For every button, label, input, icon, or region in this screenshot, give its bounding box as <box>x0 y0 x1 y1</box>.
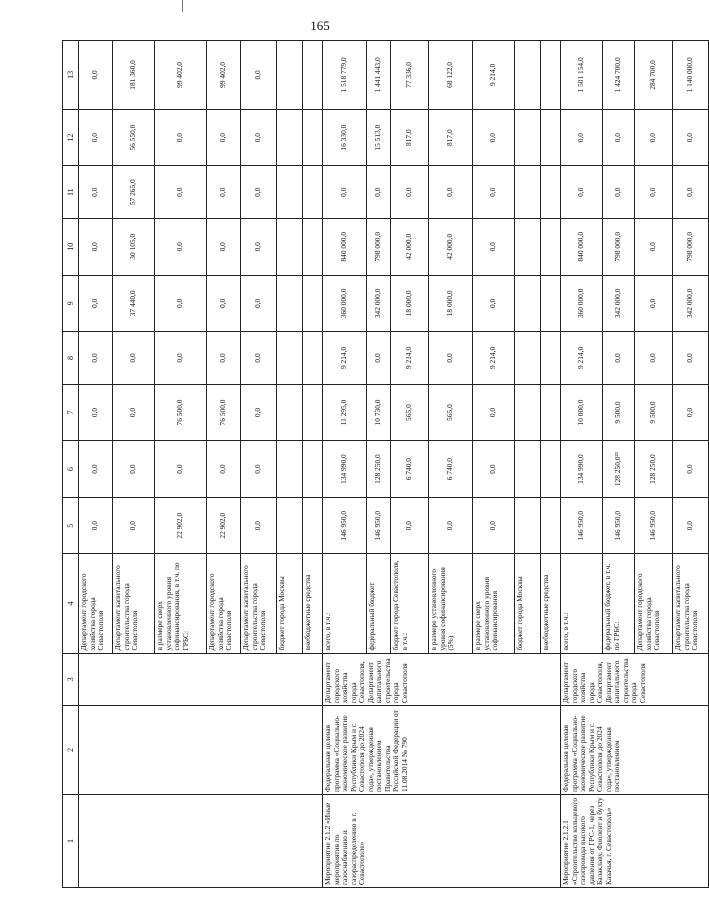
cell-value-col11: 0,0 <box>635 166 673 219</box>
cell-value-col6: 6 740,0 <box>391 441 429 498</box>
cell-c2: Федеральная целевая программа «Социально-экономическое развитие Республики Крым и г. Севастополя до 2024 года», утвержденная постановлением Правительства Российской Федерации от 11.08.2014 № 790 <box>323 706 561 795</box>
cell-value-col6: 128 250,0 <box>367 441 391 498</box>
cell-value-col7: 0,0 <box>473 384 515 441</box>
cell-value-col8 <box>303 332 323 385</box>
cell-funding-source: в размере сверх установленного уровня софинансирования, в т.ч. по ГРБС: <box>155 554 207 653</box>
cell-value-col12: 0,0 <box>473 109 515 166</box>
cell-value-col12: 0,0 <box>561 109 603 166</box>
cell-value-col12 <box>541 109 561 166</box>
cell-value-col13 <box>277 41 303 110</box>
table-row <box>79 41 113 888</box>
cell-value-col7: 76 500,0 <box>155 384 207 441</box>
cell-value-col12: 16 330,0 <box>323 109 367 166</box>
cell-value-col5: 146 950,0 <box>561 497 603 554</box>
table-row <box>323 41 367 888</box>
cell-value-col7: 10 730,0 <box>367 384 391 441</box>
cell-funding-source: внебюджетные средства <box>541 554 561 653</box>
cell-value-col11: 57 265,0 <box>113 166 155 219</box>
cell-value-col6: 134 990,0 <box>561 441 603 498</box>
cell-value-col5: 146 950,0 <box>603 497 635 554</box>
cell-value-col11 <box>541 166 561 219</box>
cell-value-col6 <box>277 441 303 498</box>
cell-value-col12: 817,0 <box>391 109 429 166</box>
cell-value-col5: 146 950,0 <box>323 497 367 554</box>
cell-funding-source: всего, в т.ч.: <box>561 554 603 653</box>
column-header-13: 13 <box>63 41 79 110</box>
cell-value-col13 <box>541 41 561 110</box>
cell-value-col13: 77 336,0 <box>391 41 429 110</box>
column-header-11: 11 <box>63 166 79 219</box>
column-header-9: 9 <box>63 275 79 332</box>
cell-value-col8: 9 214,0 <box>561 332 603 385</box>
cell-value-col5: 22 902,0 <box>207 497 241 554</box>
cell-c2 <box>79 706 323 795</box>
cell-value-col5: 0,0 <box>391 497 429 554</box>
cell-value-col10: 840 000,0 <box>323 218 367 275</box>
cell-value-col8: 0,0 <box>603 332 635 385</box>
column-header-12: 12 <box>63 109 79 166</box>
cell-value-col9 <box>515 275 541 332</box>
cell-value-col10 <box>277 218 303 275</box>
cell-value-col9: 342 000,0 <box>367 275 391 332</box>
cell-value-col12: 15 513,0 <box>367 109 391 166</box>
cell-value-col11: 0,0 <box>367 166 391 219</box>
cell-value-col6: 128 250,0²² <box>603 441 635 498</box>
cell-value-col12: 0,0 <box>635 109 673 166</box>
cell-value-col9: 0,0 <box>473 275 515 332</box>
cell-value-col5 <box>541 497 561 554</box>
cell-value-col10: 0,0 <box>473 218 515 275</box>
cell-value-col10: 0,0 <box>207 218 241 275</box>
cell-value-col12: 0,0 <box>673 109 709 166</box>
cell-value-col7: 9 500,0 <box>603 384 635 441</box>
cell-value-col12: 817,0 <box>429 109 473 166</box>
cell-value-col12 <box>515 109 541 166</box>
cell-value-col6: 134 990,0 <box>323 441 367 498</box>
cell-value-col5: 0,0 <box>429 497 473 554</box>
column-header-5: 5 <box>63 497 79 554</box>
cell-value-col9 <box>541 275 561 332</box>
cell-c1 <box>79 795 323 888</box>
cell-funding-source: Департамент городского хозяйства города Севастополя <box>635 554 673 653</box>
cell-value-col6 <box>541 441 561 498</box>
cell-value-col9: 0,0 <box>207 275 241 332</box>
cell-value-col13: 284 700,0 <box>635 41 673 110</box>
cell-value-col13: 1 441 443,0 <box>367 41 391 110</box>
rotated-table-container <box>62 40 700 888</box>
cell-value-col5: 22 902,0 <box>155 497 207 554</box>
cell-value-col10 <box>541 218 561 275</box>
cell-value-col9: 360 000,0 <box>323 275 367 332</box>
cell-value-col7: 0,0 <box>113 384 155 441</box>
cell-value-col6: 0,0 <box>241 441 277 498</box>
cell-value-col13: 68 122,0 <box>429 41 473 110</box>
cell-value-col5 <box>277 497 303 554</box>
cell-value-col11: 0,0 <box>207 166 241 219</box>
column-header-8: 8 <box>63 332 79 385</box>
cell-funding-source: Департамент капитального строительства города Севастополя <box>673 554 709 653</box>
cell-value-col6: 0,0 <box>155 441 207 498</box>
column-header-4: 4 <box>63 554 79 653</box>
cell-value-col5 <box>303 497 323 554</box>
cell-value-col10: 798 000,0 <box>367 218 391 275</box>
cell-funding-source: Департамент капитального строительства города Севастополя <box>241 554 277 653</box>
cell-funding-source: Департамент городского хозяйства города Севастополя <box>207 554 241 653</box>
cell-value-col8: 9 214,0 <box>391 332 429 385</box>
cell-funding-source: федеральный бюджет, в т.ч. по ГРБС: <box>603 554 635 653</box>
cell-funding-source: федеральный бюджет <box>367 554 391 653</box>
cell-funding-source: внебюджетные средства <box>303 554 323 653</box>
cell-value-col9: 342 000,0 <box>603 275 635 332</box>
column-header-1: 1 <box>63 795 79 888</box>
cell-value-col13: 99 402,0 <box>155 41 207 110</box>
cell-value-col7: 565,0 <box>429 384 473 441</box>
cell-value-col11: 0,0 <box>473 166 515 219</box>
page-number: 165 <box>310 18 330 33</box>
cell-value-col5: 146 950,0 <box>367 497 391 554</box>
cell-value-col11 <box>515 166 541 219</box>
cell-value-col11: 0,0 <box>391 166 429 219</box>
cell-value-col11: 0,0 <box>603 166 635 219</box>
cell-value-col10: 42 000,0 <box>391 218 429 275</box>
cell-funding-source: бюджет города Москвы <box>515 554 541 653</box>
cell-value-col8: 9 214,0 <box>323 332 367 385</box>
cell-value-col11: 0,0 <box>241 166 277 219</box>
cell-value-col12: 56 550,0 <box>113 109 155 166</box>
cell-value-col11: 0,0 <box>323 166 367 219</box>
cell-value-col12 <box>277 109 303 166</box>
cell-value-col9: 37 440,0 <box>113 275 155 332</box>
cell-funding-source: бюджет города Севастополя, в т.ч.: <box>391 554 429 653</box>
cell-value-col12: 0,0 <box>79 109 113 166</box>
cell-value-col13: 1 424 700,0 <box>603 41 635 110</box>
cell-value-col13: 181 360,0 <box>113 41 155 110</box>
cell-value-col6: 0,0 <box>207 441 241 498</box>
cell-value-col10: 798 000,0 <box>603 218 635 275</box>
cell-value-col8 <box>515 332 541 385</box>
cell-value-col9: 18 000,0 <box>429 275 473 332</box>
cell-value-col6: 6 740,0 <box>429 441 473 498</box>
cell-funding-source: Департамент капитального строительства города Севастополя <box>113 554 155 653</box>
cell-value-col12: 0,0 <box>207 109 241 166</box>
cell-c1: Мероприятие 2.1.2.1 «Строительство кольцевого газопровода высокого давления от ГРС-1, через Балаклаву, Фиолент и бухту Казачья, г. Севастополь» <box>561 795 709 888</box>
cell-value-col12: 0,0 <box>155 109 207 166</box>
cell-value-col8: 9 214,0 <box>473 332 515 385</box>
cell-value-col13: 1 501 154,0 <box>561 41 603 110</box>
cell-value-col8: 0,0 <box>155 332 207 385</box>
cell-value-col11: 0,0 <box>561 166 603 219</box>
cell-value-col6 <box>303 441 323 498</box>
cell-value-col5: 0,0 <box>473 497 515 554</box>
cell-value-col7: 76 500,0 <box>207 384 241 441</box>
column-header-7: 7 <box>63 384 79 441</box>
cell-value-col13 <box>515 41 541 110</box>
column-header-2: 2 <box>63 706 79 795</box>
cell-value-col13: 0,0 <box>241 41 277 110</box>
cell-value-col9: 18 000,0 <box>391 275 429 332</box>
cell-value-col9 <box>277 275 303 332</box>
column-header-3: 3 <box>63 653 79 706</box>
cell-value-col9: 0,0 <box>79 275 113 332</box>
cell-value-col13: 0,0 <box>79 41 113 110</box>
cell-value-col5: 0,0 <box>673 497 709 554</box>
cell-value-col7: 10 000,0 <box>561 384 603 441</box>
cell-value-col12 <box>303 109 323 166</box>
cell-value-col7: 11 295,0 <box>323 384 367 441</box>
cell-value-col9: 0,0 <box>635 275 673 332</box>
table-body <box>79 41 709 888</box>
cell-value-col7 <box>541 384 561 441</box>
cell-value-col11: 0,0 <box>673 166 709 219</box>
column-header-6: 6 <box>63 441 79 498</box>
cell-value-col12: 0,0 <box>241 109 277 166</box>
cell-value-col6: 0,0 <box>113 441 155 498</box>
cell-value-col8 <box>277 332 303 385</box>
cell-value-col7 <box>303 384 323 441</box>
cell-value-col10: 42 000,0 <box>429 218 473 275</box>
cell-c2: Федеральная целевая программа «Социально-экономическое развитие Республики Крым и г. Севастополя до 2024 года», утвержденная постановлением <box>561 706 709 795</box>
cell-value-col7 <box>277 384 303 441</box>
cell-value-col5 <box>515 497 541 554</box>
cell-value-col10: 840 000,0 <box>561 218 603 275</box>
cell-value-col13: 1 518 779,0 <box>323 41 367 110</box>
cell-value-col10: 30 105,0 <box>113 218 155 275</box>
cell-value-col8: 0,0 <box>429 332 473 385</box>
cell-value-col10: 0,0 <box>155 218 207 275</box>
scan-mark <box>182 0 183 12</box>
cell-value-col8: 0,0 <box>367 332 391 385</box>
column-header-10: 10 <box>63 218 79 275</box>
cell-c1: Мероприятие 2.1.2 «Иные мероприятия по газоснабжению и газораспределению в г. Севастополе» <box>323 795 561 888</box>
cell-value-col11: 0,0 <box>155 166 207 219</box>
cell-value-col6 <box>515 441 541 498</box>
cell-value-col13 <box>303 41 323 110</box>
cell-value-col9: 360 000,0 <box>561 275 603 332</box>
cell-value-col9 <box>303 275 323 332</box>
cell-value-col7 <box>515 384 541 441</box>
cell-value-col7: 0,0 <box>79 384 113 441</box>
cell-value-col11 <box>277 166 303 219</box>
cell-value-col13: 1 140 000,0 <box>673 41 709 110</box>
cell-value-col8: 0,0 <box>241 332 277 385</box>
cell-funding-source: в размере сверх установленного уровня софинансирования <box>473 554 515 653</box>
cell-value-col8: 0,0 <box>207 332 241 385</box>
cell-value-col9: 0,0 <box>155 275 207 332</box>
cell-value-col6: 0,0 <box>673 441 709 498</box>
cell-funding-source: в размере установленного уровня софинансирования (5%) <box>429 554 473 653</box>
cell-value-col8: 0,0 <box>113 332 155 385</box>
cell-value-col5: 0,0 <box>241 497 277 554</box>
cell-c3: Департамент городского хозяйства города Севастополя, Департамент капитального строительства города Севастополя <box>561 653 709 706</box>
cell-value-col8 <box>541 332 561 385</box>
cell-value-col8: 0,0 <box>79 332 113 385</box>
cell-c3 <box>79 653 323 706</box>
cell-value-col8: 0,0 <box>673 332 709 385</box>
cell-value-col10: 0,0 <box>241 218 277 275</box>
cell-funding-source: Департамент городского хозяйства города Севастополя <box>79 554 113 653</box>
cell-value-col7: 565,0 <box>391 384 429 441</box>
budget-table <box>62 40 709 888</box>
cell-value-col6: 0,0 <box>473 441 515 498</box>
cell-value-col7: 9 500,0 <box>635 384 673 441</box>
cell-c3: Департамент городского хозяйства города Севастополя, Департамент капитального строительства города Севастополя <box>323 653 561 706</box>
cell-value-col10 <box>303 218 323 275</box>
cell-value-col11: 0,0 <box>429 166 473 219</box>
cell-value-col6: 128 250,0 <box>635 441 673 498</box>
cell-value-col9: 342 000,0 <box>673 275 709 332</box>
cell-value-col10: 0,0 <box>635 218 673 275</box>
cell-value-col13: 99 402,0 <box>207 41 241 110</box>
cell-value-col5: 146 950,0 <box>635 497 673 554</box>
table-header-row <box>63 41 79 888</box>
cell-value-col6: 0,0 <box>79 441 113 498</box>
cell-value-col7: 0,0 <box>241 384 277 441</box>
cell-value-col8: 0,0 <box>635 332 673 385</box>
cell-value-col13: 9 214,0 <box>473 41 515 110</box>
cell-value-col10: 798 000,0 <box>673 218 709 275</box>
cell-value-col11 <box>303 166 323 219</box>
cell-value-col5: 0,0 <box>79 497 113 554</box>
cell-value-col12: 0,0 <box>603 109 635 166</box>
cell-funding-source: бюджет города Москвы <box>277 554 303 653</box>
cell-value-col7: 0,0 <box>673 384 709 441</box>
cell-value-col9: 0,0 <box>241 275 277 332</box>
cell-value-col10 <box>515 218 541 275</box>
cell-value-col10: 0,0 <box>79 218 113 275</box>
cell-value-col5: 0,0 <box>113 497 155 554</box>
cell-funding-source: всего, в т.ч.: <box>323 554 367 653</box>
cell-value-col11: 0,0 <box>79 166 113 219</box>
table-row <box>561 41 603 888</box>
